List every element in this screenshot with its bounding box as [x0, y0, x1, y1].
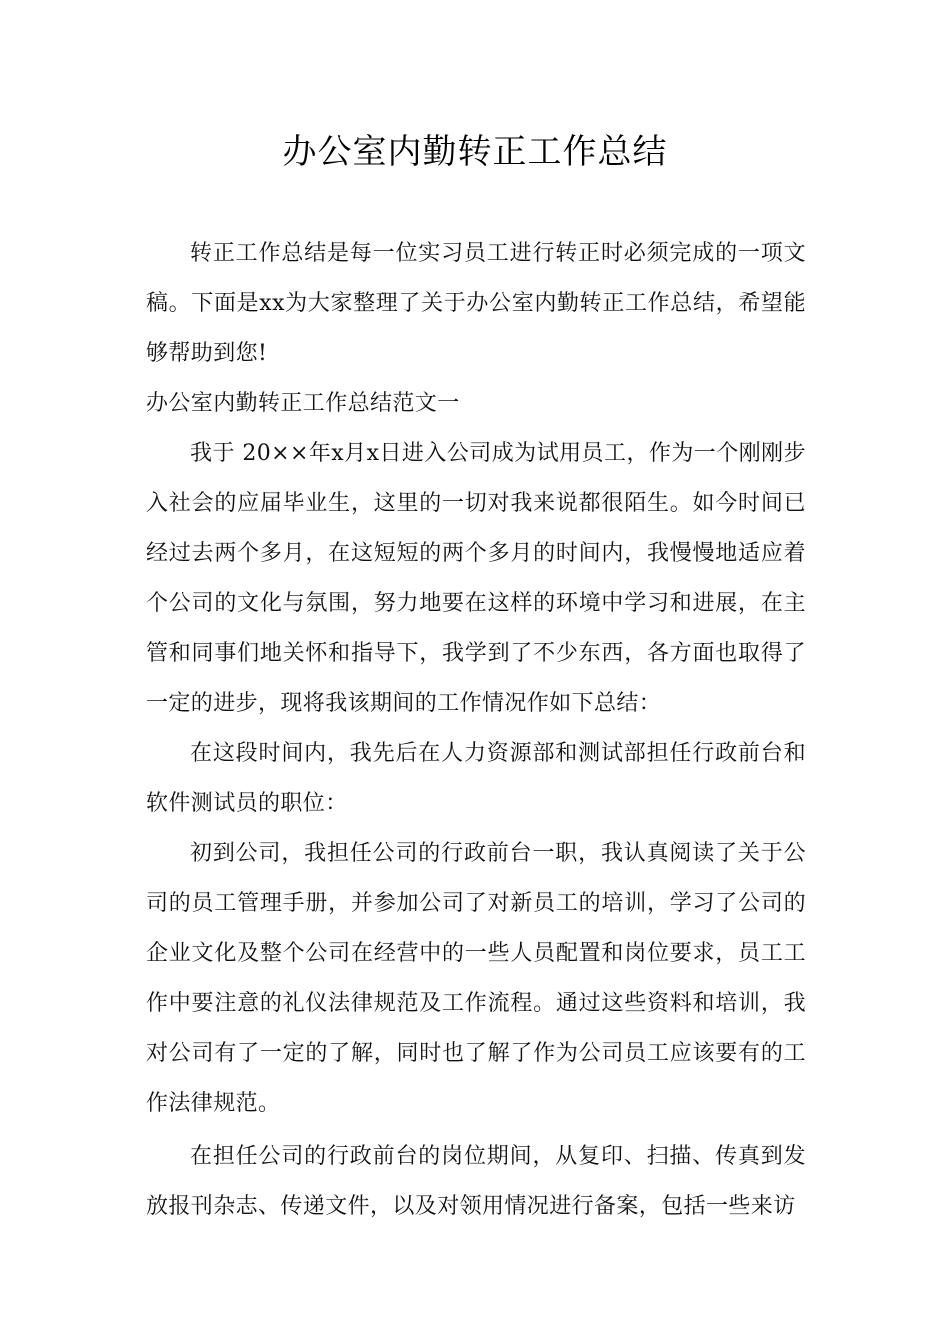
body-paragraph-3: 初到公司，我担任公司的行政前台一职，我认真阅读了关于公司的员工管理手册，并参加公司了对新员工的培训，学习了公司的企业文化及整个公司在经营中的一些人员配置和岗位要求，员工工作中要注意的礼仪法律规范及工作流程。通过这些资料和培训，我对公司有了一定的了解，同时也了解了作为公司员工应该要有的工作法律规范。: [146, 841, 806, 1116]
document-body: [146, 229, 806, 1232]
body-paragraph-4: 在担任公司的行政前台的岗位期间，从复印、扫描、传真到发放报刊杂志、传递文件，以及对领用情况进行备案，包括一些来访: [146, 1144, 806, 1219]
section-heading: 办公室内勤转正工作总结范文一: [146, 391, 460, 416]
document-title: 办公室内勤转正工作总结: [282, 132, 668, 172]
body-paragraph-2: 在这段时间内，我先后在人力资源部和测试部担任行政前台和软件测试员的职位：: [146, 741, 806, 816]
intro-paragraph: 转正工作总结是每一位实习员工进行转正时必须完成的一项文稿。下面是xx为大家整理了关于办公室内勤转正工作总结，希望能够帮助到您!: [146, 241, 806, 366]
body-paragraph-1: 我于 20××年x月x日进入公司成为试用员工，作为一个刚刚步入社会的应届毕业生，这里的一切对我来说都很陌生。如今时间已经过去两个多月，在这短短的两个多月的时间内，我慢慢地适应着个公司的文化与氛围，努力地要在这样的环境中学习和进展，在主管和同事们地关怀和指导下，我学到了不少东西，各方面也取得了一定的进步，现将我该期间的工作情况作如下总结：: [146, 441, 806, 716]
